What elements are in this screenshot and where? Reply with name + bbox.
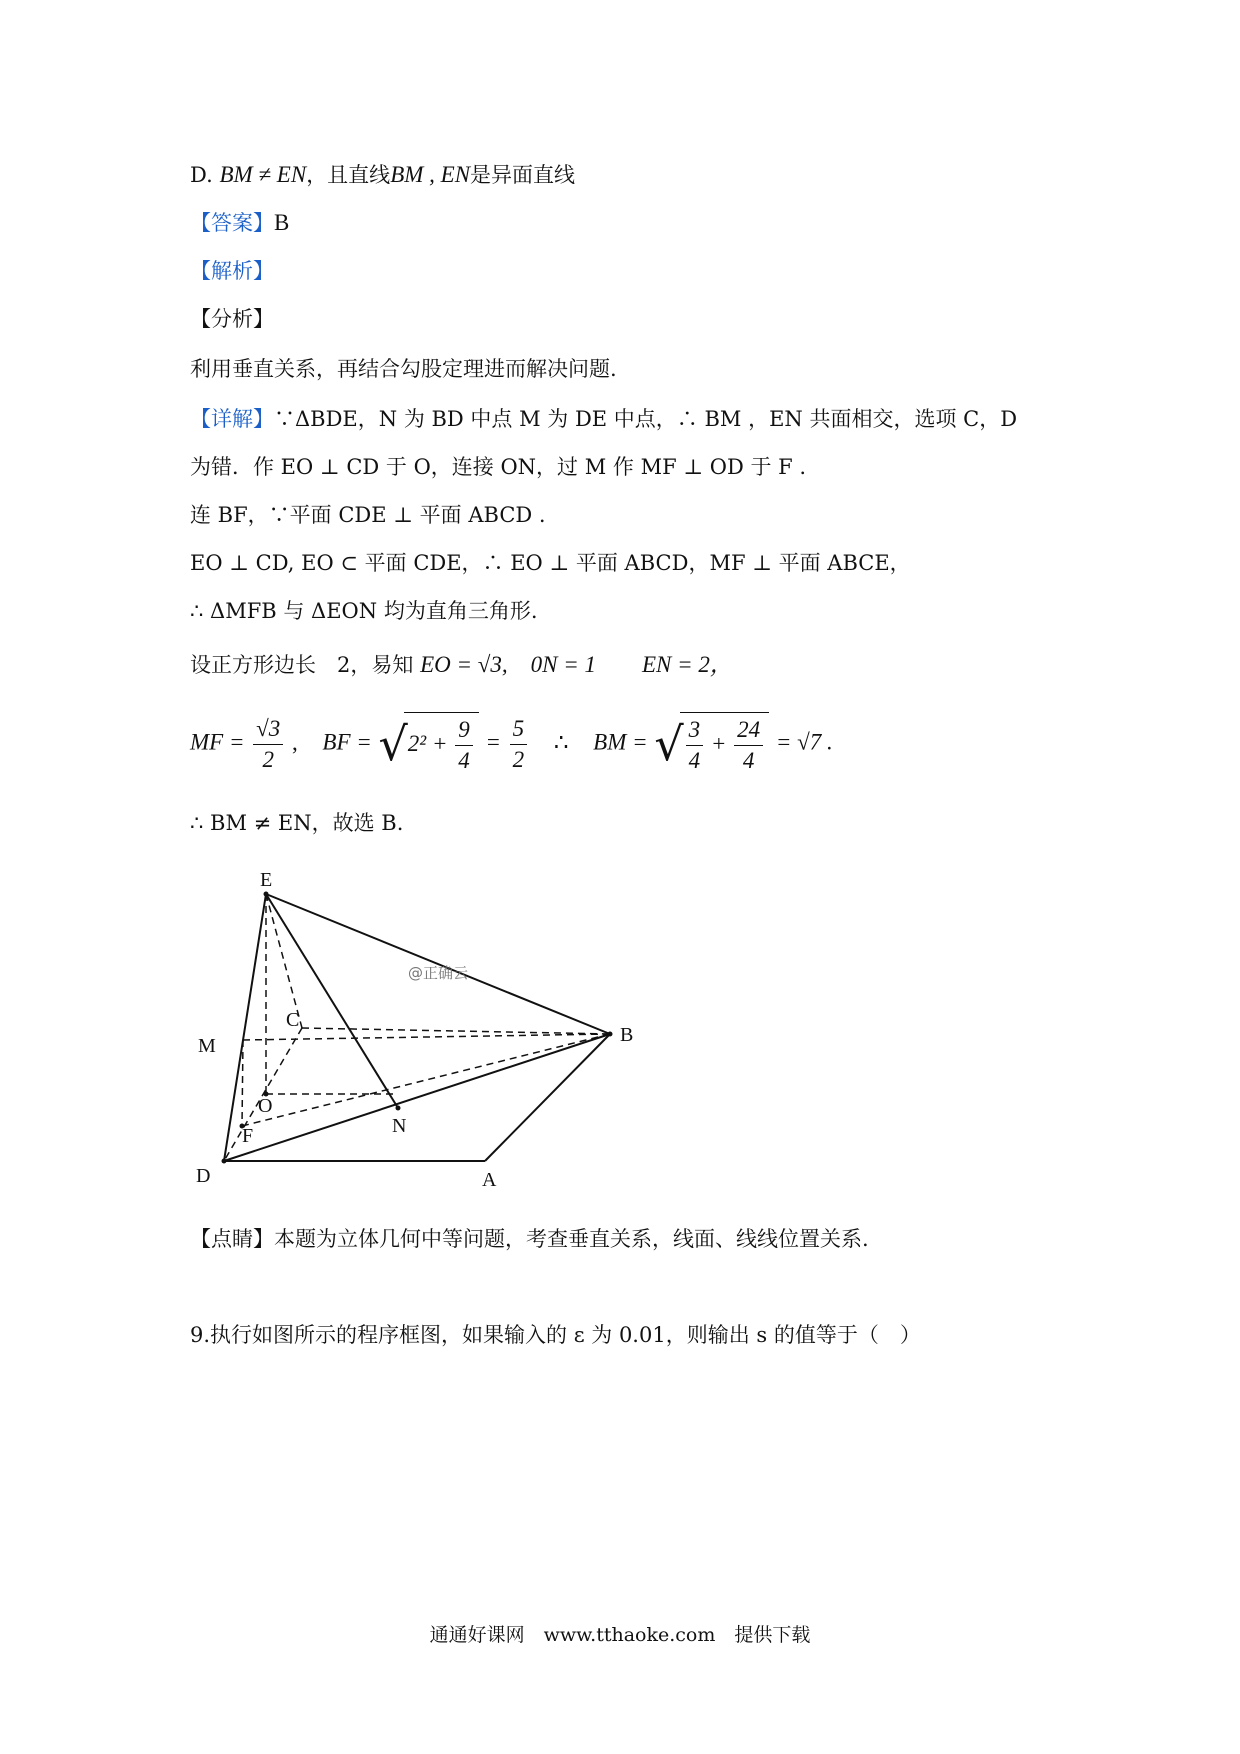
bm-den2: 4 [742,748,755,773]
dianjing-tag: 【点睛】 [190,1227,274,1251]
option-d-math2: BM , EN [390,162,471,187]
analysis-tag: 【解析】 [190,259,274,283]
bf-radical: √2² + $\frac{9}{4}$ [378,712,478,776]
mf-den: 2 [262,746,274,772]
answer-line [190,208,289,238]
label-b: B [620,1024,634,1046]
dianjing-line [190,1224,869,1254]
mf-fraction [253,714,283,775]
edge-ab [485,1034,610,1161]
mf-label: MF = [190,729,245,755]
option-d-math: BM ≠ EN [219,162,307,187]
detail-line-6 [190,650,733,680]
edge-db [224,1034,610,1161]
label-m: M [198,1035,216,1057]
answer-tag: 【答案】 [190,211,274,235]
bf-inner-fraction [455,715,473,776]
bm-num1: 3 [686,715,704,746]
fenxi-tag: 【分析】 [190,307,274,331]
fenxi-text: 利用垂直关系，再结合勾股定理进而解决问题. [190,357,617,381]
label-a: A [482,1169,497,1191]
label-o: O [258,1095,273,1117]
detail-line-3: 连 BF，∵平面 CDE ⊥ 平面 ABCD . [190,503,546,527]
bf-inner-a: 2² + [407,730,448,756]
detail-6-math: EO = √3, 0N = 1 EN = 2， [420,652,733,677]
bm-radical: √ $\frac{3}{4}$ + $\frac{24}{4}$ [654,712,769,776]
bm-plus: + [710,730,727,756]
detail-text-1: ∵ΔBDE，N 为 BD 中点 M 为 DE 中点，∴ BM ，EN 共面相交，选项 C，D [274,407,1018,431]
detail-line-1 [190,404,1017,434]
option-d-tail: 是异面直线 [470,163,576,187]
detail-tag: 【详解】 [190,407,274,431]
bf-num: 5 [510,714,528,745]
detail-line-5: ∴ ΔMFB 与 ΔEON 均为直角三角形. [190,599,538,623]
label-d: D [196,1165,211,1187]
bf-inner-den: 4 [458,748,470,773]
analysis-line [190,256,274,286]
dianjing-text: 本题为立体几何中等问题，考查垂直关系，线面、线线位置关系. [274,1227,869,1251]
bm-den1: 4 [688,748,701,773]
detail-6-text: 设正方形边长 2，易知 [190,653,414,677]
edge-mb [243,1034,610,1040]
label-e: E [260,869,273,891]
conclusion-line: ∴ BM ≠ EN，故选 B. [190,811,404,835]
formula-line: MF = $\frac{√3}{2}$ , BF = √2² + $\frac{9}{4}$ = $\frac{5}{2}$ ∴ BM = √ $\frac{3}{4}$ + $\frac{24}{4}$ = √7 . [190,712,833,776]
page-footer: 通通好课网 www.tthaoke.com 提供下载 [429,1624,811,1646]
fenxi-line [190,304,274,334]
therefore-sign: ∴ [553,729,569,755]
question-9: 9.执行如图所示的程序框图，如果输入的 ε 为 0.01，则输出 s 的值等于（ ） [190,1323,921,1347]
detail-line-2: 为错．作 EO ⊥ CD 于 O，连接 ON，过 M 作 MF ⊥ OD 于 F . [190,455,807,479]
bm-label: BM = [593,729,648,755]
bm-num2: 24 [734,715,763,746]
edge-mf [242,1040,243,1126]
geometry-figure [190,856,660,1196]
bm-fraction-1 [686,715,704,776]
answer-value: B [274,210,290,235]
bf-label: BF = [322,729,372,755]
edge-ec [266,894,302,1028]
bf-inner-num: 9 [455,715,473,746]
detail-line-4: EO ⊥ CD, EO ⊂ 平面 CDE，∴ EO ⊥ 平面 ABCD，MF ⊥ 平面 ABCE， [190,551,911,575]
edge-en [266,894,398,1108]
label-c: C [286,1009,300,1031]
bf-eq: = [485,729,501,755]
bf-fraction [510,714,528,775]
option-d-line [190,160,575,190]
edge-fb [242,1034,610,1126]
bm-fraction-2 [734,715,763,776]
label-n: N [392,1115,407,1137]
option-d-mid: ，且直线 [306,163,391,187]
watermark: @正确云 [408,964,469,982]
label-f: F [242,1125,254,1147]
mf-num: √3 [253,714,283,745]
bf-den: 2 [512,746,525,772]
bm-result: = √7 . [775,729,833,755]
option-d-prefix: D. [190,163,213,187]
